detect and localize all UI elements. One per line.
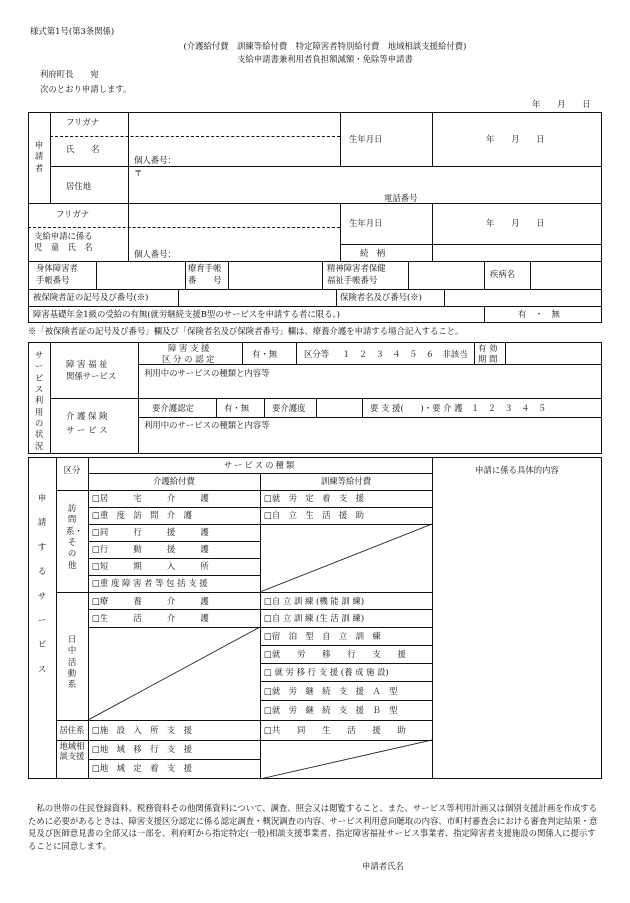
category-values[interactable]: １ ２ ３ ４ ５ ６ 非該当 [342,349,468,359]
mental-notebook-label-2: 福祉手帳番号 [327,275,378,285]
service-severe-visit-care[interactable]: □重 度 訪 問 介 護 [92,510,193,520]
valid-period-label-2: 期 間 [478,354,498,364]
service-continuous-employment-a[interactable]: □就 労 継 続 支 援 Ａ 型 [264,686,398,696]
form-title-line2: 支給申請書兼利用者負担額減額・免除等申請書 [237,54,413,64]
service-life-care[interactable]: □生 活 介 護 [92,613,209,623]
disease-label: 疾病名 [490,269,516,279]
welfare-label-1: 障 害 福 祉 [66,359,108,369]
application-date: 年 月 日 [532,99,591,109]
applicant-name-input[interactable] [134,140,334,154]
applicant-section-label: 申請者 [34,140,44,173]
child-birth-date: 年 月 日 [486,218,545,228]
care-level-values[interactable]: 要 支 援( )・要 介 護 １ ２ ３ ４ ５ [370,403,547,413]
service-comprehensive-support[interactable]: □重 度 障 害 者 等 包 括 支 援 [92,578,208,588]
service-continuous-employment-b[interactable]: □就 労 継 続 支 援 Ｂ 型 [264,705,398,715]
details-header: 申請に係る具体的内容 [475,465,559,475]
child-name-input[interactable] [134,232,334,246]
service-facility-support[interactable]: □施 設 入 所 支 援 [92,725,193,735]
welfare-label-2: 関係サービス [66,371,117,381]
pension-label: 障害基礎年金1級の受給の有無(就労継続支援B型のサービスを申請する者に限る。) [33,309,340,319]
service-functional-training[interactable]: □自 立 訓 練 (機 能 訓 練) [264,596,365,606]
intro-text: 次のとおり申請します。 [40,84,132,94]
welfare-in-use-label: 利用中のサービスの種類と内容等 [144,368,270,378]
category-header: 区分 [63,465,81,475]
pension-yes-no[interactable]: 有 ・ 無 [518,309,560,319]
request-details-input[interactable] [436,494,600,778]
care-cert-yes-no[interactable]: 有・無 [224,403,250,413]
signature-input[interactable] [410,860,590,874]
day-category-label: 日中活動系 [67,634,77,690]
signature-label: 申請者氏名 [362,861,404,871]
training-benefit-header: 訓練等給付費 [320,476,372,486]
physical-notebook-label-2: 手帳番号 [36,275,70,285]
insurance-note: ※「被保険者証の記号及び番号」欄及び「保険者名及び保険者番号」欄は、療養介護を申請する場合記入すること。 [28,326,464,336]
service-behavior-support[interactable]: □行 動 援 護 [92,544,209,554]
service-home-care[interactable]: □居 宅 介 護 [92,493,209,503]
care-insurance-label-1: 介 護 保 険 [66,411,108,421]
request-section-label: 申請するサービス [37,493,47,674]
child-furigana-input[interactable] [134,210,334,224]
service-residential-training[interactable]: □宿 泊 型 自 立 訓 練 [264,631,381,641]
service-medical-care[interactable]: □療 養 介 護 [92,596,209,606]
community-category-label: 地域相談支援 [59,741,85,761]
service-employment-transition[interactable]: □就 労 移 行 支 援 [264,649,406,659]
service-group-home[interactable]: □共 同 生 活 援 助 [264,725,406,735]
applicant-birth-label: 生年月日 [349,134,383,144]
service-accompany-support[interactable]: □同 行 援 護 [92,527,209,537]
child-birth-label: 生年月日 [349,218,383,228]
rehab-notebook-label-1: 療育手帳 [188,263,222,273]
service-type-header: サービスの種類 [223,460,297,470]
care-cert-label: 要介護認定 [152,403,194,413]
rehab-notebook-label-2: 番 号 [188,275,222,285]
consent-text: 私の世帯の住民登録資料、税務資料その他関係資料について、調査、照会又は閲覧すること、また、サービス等利用計画又は個別支援計画を作成するために必要があるときは、障害支援区分認定に係る認定調査・概況調査の内容、サービス利用意向聴取の内容、市町村審査会における審査判定結果・意見及び医師意見書の全部又は一部を、利府町から指定特定(一般)相談支援事業者、指定障害福祉サービス事業者、指定障害者支援施設の関係人に提示することに同意します。 [28,803,598,851]
child-furigana-label: フリガナ [56,209,90,219]
child-personal-number-label: 個人番号： [134,249,176,259]
applicant-furigana-label: フリガナ [66,117,100,127]
insurer-label: 保険者名及び番号(※) [340,292,422,302]
service-employment-transition-school[interactable]: □ 就 労 移 行 支 援 (養 成 施 設) [264,667,389,677]
physical-notebook-label-1: 身体障害者 [36,263,78,273]
category-label: 区分等 [304,349,330,359]
care-insurance-label-2: サ ー ビ ス [66,425,108,435]
applicant-address-input[interactable] [134,180,594,192]
care-level-label: 要介護度 [272,403,306,413]
insurance-card-label: 被保険者証の記号及び番号(※) [33,292,149,302]
service-life-training[interactable]: □自 立 訓 練 (生 活 訓 練) [264,613,365,623]
phone-label: 電話番号 [384,193,418,203]
addressee: 利府町長 宛 [40,69,99,79]
service-community-settlement[interactable]: □地 域 定 着 支 援 [92,763,193,773]
applicant-name-label: 氏 名 [66,144,100,154]
valid-period-label-1: 有 効 [478,343,498,353]
category-cert-label-2: 区 分 の 認 定 [162,354,215,364]
usage-section-label: サービス利用の状況 [34,350,44,451]
service-community-transition[interactable]: □地 域 移 行 支 援 [92,744,193,754]
relation-label: 続 柄 [360,248,386,258]
care-in-use-label: 利用中のサービスの種類と内容等 [144,420,270,430]
child-name-label-1: 支給申請に係る [34,231,93,241]
category-yes-no[interactable]: 有・無 [252,349,278,359]
mental-notebook-label-1: 精神障害者保健 [327,263,386,273]
applicant-furigana-input[interactable] [134,118,334,132]
applicant-birth-date: 年 月 日 [486,134,545,144]
postal-mark: 〒 [134,168,143,178]
visit-category-label: 訪問系・その他 [66,503,83,570]
service-short-stay[interactable]: □短 期 入 所 [92,561,209,571]
form-title-line1: (介護給付費 訓練等給付費 特定障害者特別給付費 地域相談支援給付費) [183,41,467,51]
care-benefit-header: 介護給付費 [153,476,195,486]
form-number: 様式第1号(第3条関係) [30,26,115,36]
service-independent-living[interactable]: □自 立 生 活 援 助 [264,510,365,520]
applicant-personal-number-label: 個人番号： [134,155,176,165]
service-work-retention[interactable]: □就 労 定 着 支 援 [264,493,365,503]
child-name-label-2: 児 童 氏 名 [34,242,93,252]
applicant-address-label: 居住地 [66,181,92,191]
category-cert-label-1: 障 害 支 援 [168,343,210,353]
residence-category-label: 居住系 [59,725,85,735]
